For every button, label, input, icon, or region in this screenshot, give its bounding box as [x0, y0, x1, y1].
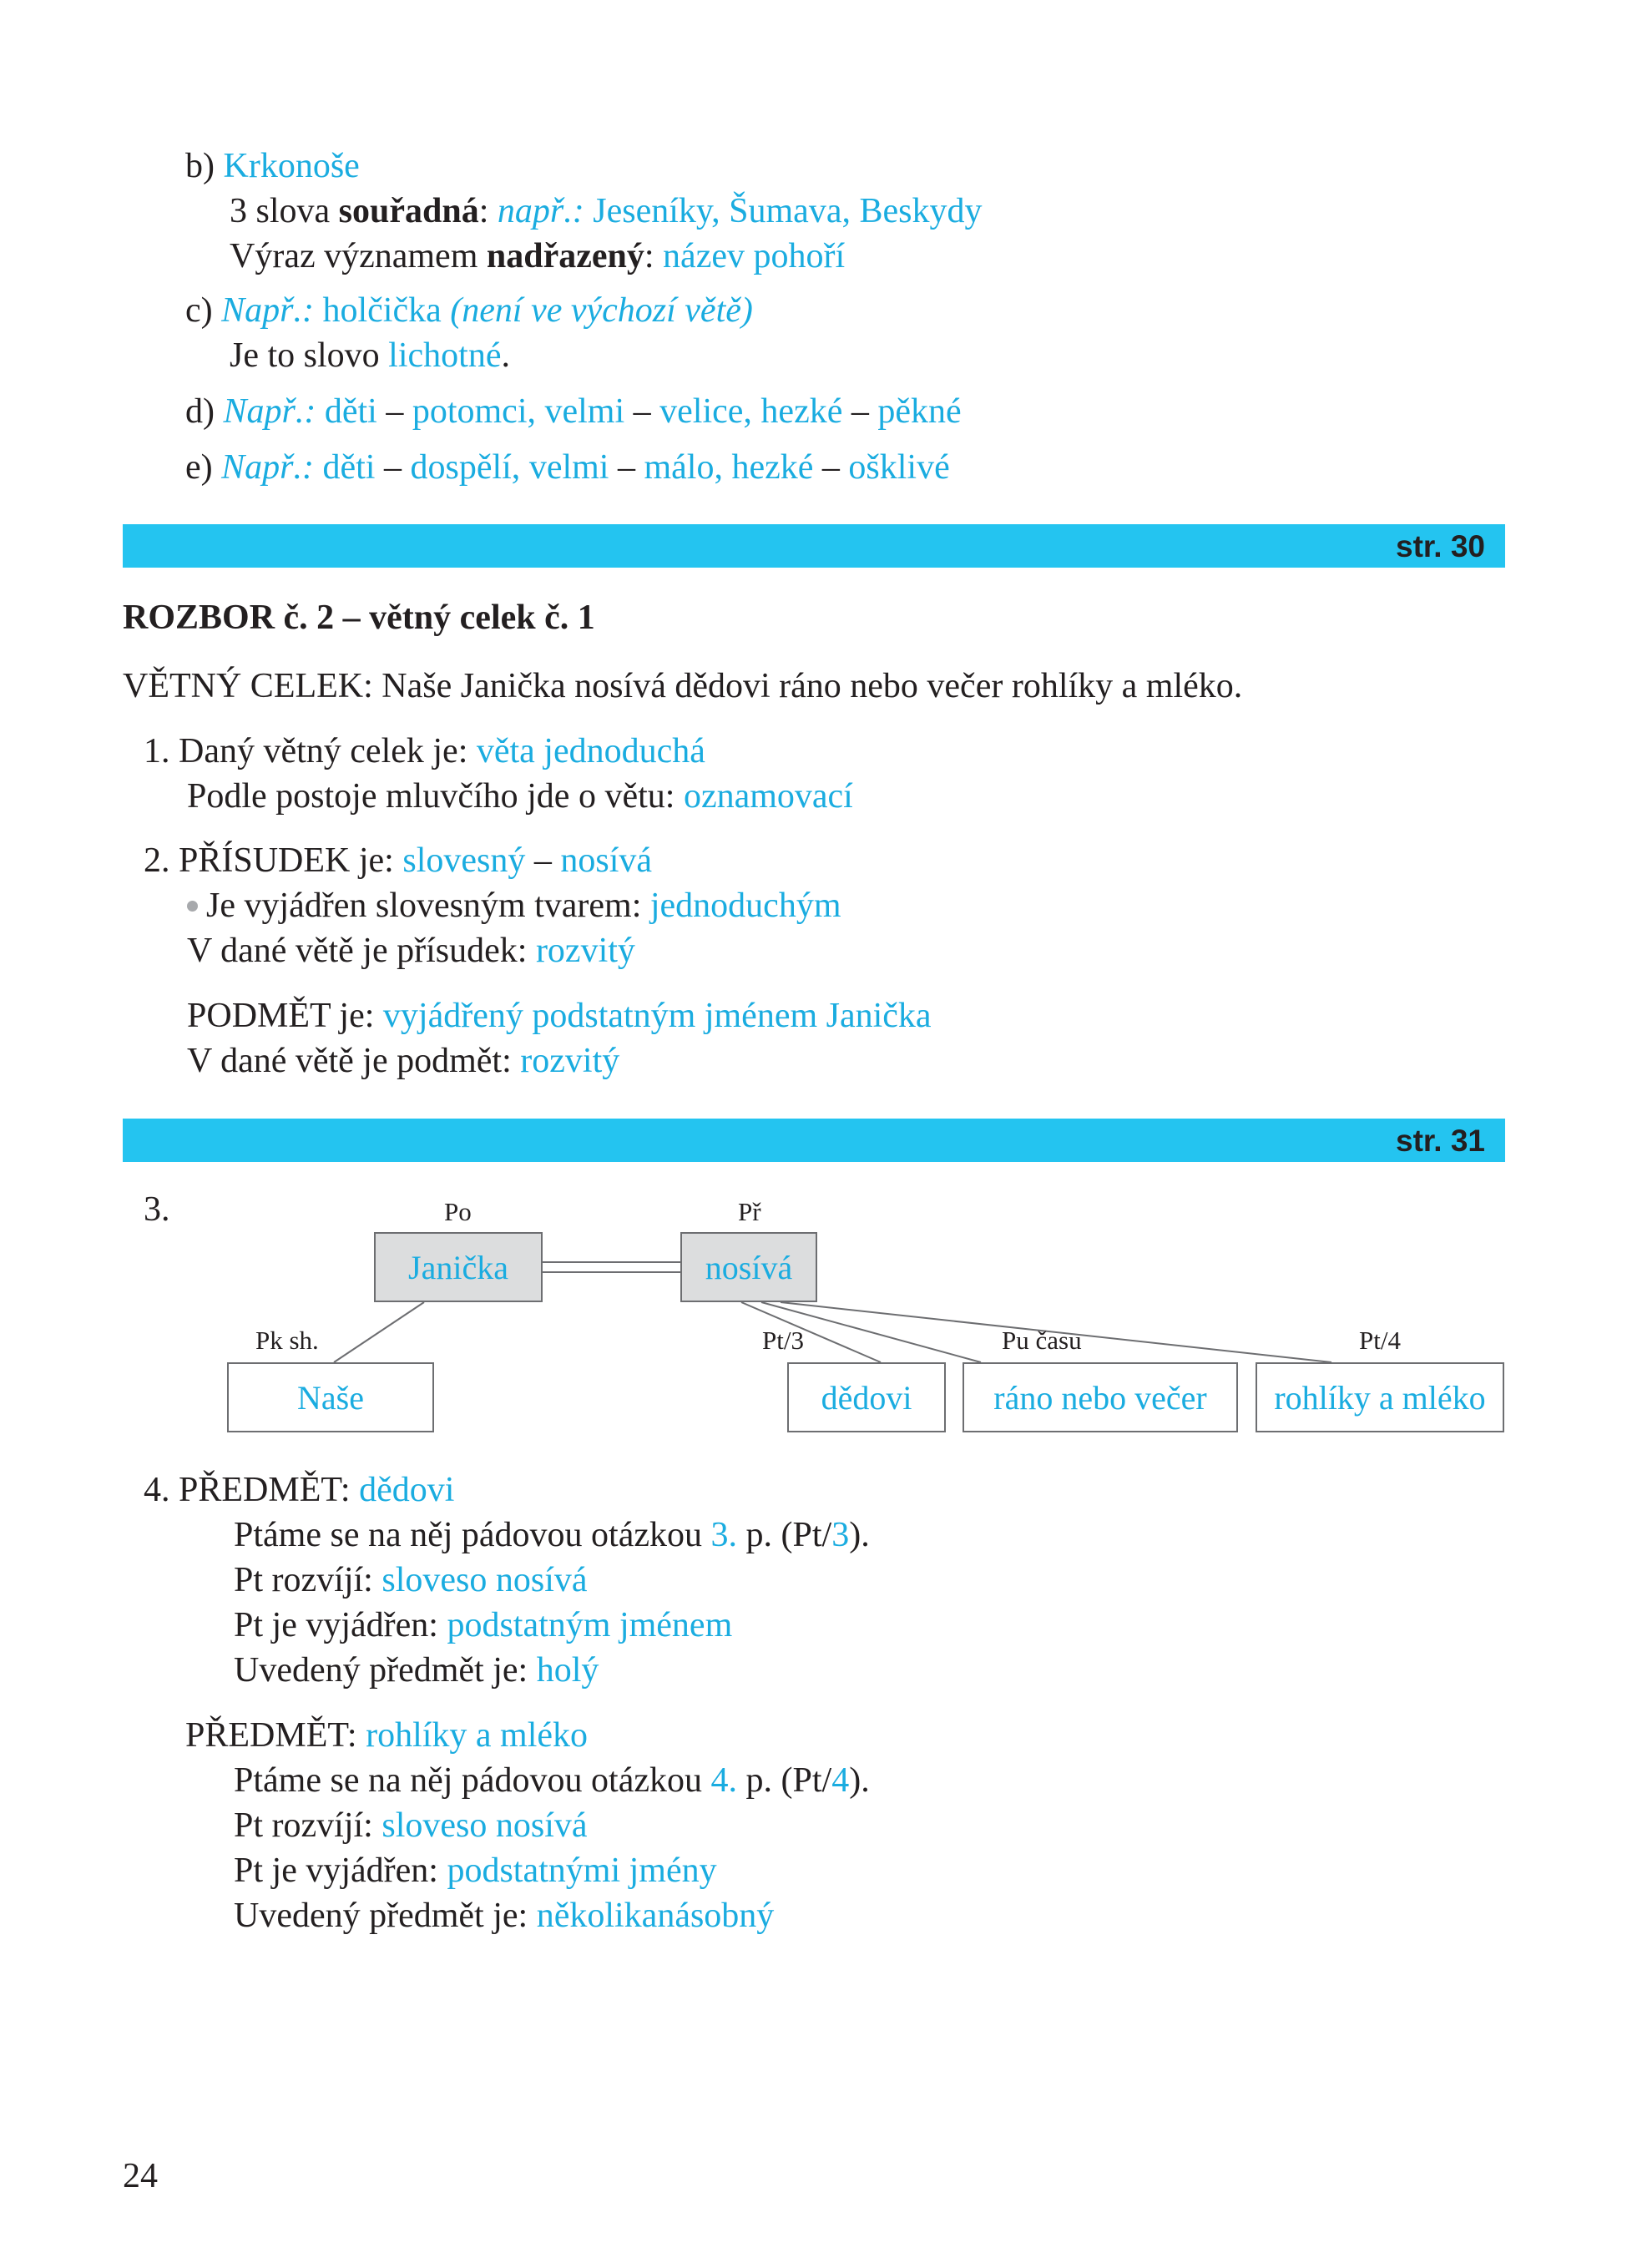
page-ref-label: str. 30: [1396, 529, 1485, 563]
question-number: 1.: [144, 732, 170, 770]
note: (není ve výchozí větě): [450, 291, 753, 330]
answer: oznamovací: [683, 777, 853, 816]
answer: podstatným jménem: [447, 1606, 733, 1644]
text: 3 slova: [230, 192, 331, 230]
word: dospělí,: [410, 448, 521, 487]
word: děti: [324, 392, 377, 431]
item-label: b): [185, 147, 215, 185]
text: Ptáme se na něj pádovou otázkou: [234, 1761, 703, 1800]
answer: holý: [536, 1651, 599, 1690]
text: PŘÍSUDEK je:: [179, 841, 394, 880]
answer: jednoduchým: [649, 886, 841, 925]
dash: –: [851, 392, 869, 431]
q4a-title: [144, 1467, 454, 1513]
node-rohliky-a-mleko: rohlíky a mléko: [1256, 1362, 1504, 1432]
text: Uvedený předmět je:: [234, 1897, 528, 1935]
answer: 4: [831, 1761, 850, 1800]
answer: 4.: [710, 1761, 738, 1800]
bold-term: souřadná: [338, 192, 479, 230]
colon: :: [478, 192, 489, 230]
text: Výraz významem: [230, 237, 478, 275]
text: p. (Pt/: [745, 1516, 832, 1554]
q4a-line2: [234, 1558, 588, 1603]
word: hezké: [760, 392, 843, 431]
node-nosiva: nosívá: [680, 1232, 817, 1302]
q4a-line3: [234, 1603, 732, 1648]
text: p. (Pt/: [745, 1761, 832, 1800]
answer: rohlíky a mléko: [366, 1716, 589, 1755]
text: Je vyjádřen slovesným tvarem:: [206, 886, 642, 925]
bold-term: nadřazený: [486, 237, 644, 275]
item-label: e): [185, 448, 213, 487]
word: potomci,: [412, 392, 536, 431]
period: .: [501, 336, 510, 375]
answer: rozvitý: [520, 1042, 620, 1080]
node-dedovi: dědovi: [787, 1362, 946, 1432]
q4b-title: [185, 1713, 588, 1758]
dash: –: [383, 448, 402, 487]
text: PŘEDMĚT:: [179, 1471, 351, 1509]
dash: –: [386, 392, 404, 431]
answer: rozvitý: [535, 932, 635, 970]
answer: vyjádřený podstatným jménem Janička: [382, 997, 932, 1035]
text: V dané větě je podmět:: [187, 1042, 512, 1080]
answer: podstatnými jmény: [447, 1851, 717, 1890]
dash: –: [533, 841, 552, 880]
label-pt4: Pt/4: [1359, 1326, 1401, 1355]
text: V dané větě je přísudek:: [187, 932, 528, 970]
example-label: Např.:: [223, 392, 316, 431]
text: Podle postoje mluvčího jde o větu:: [187, 777, 675, 816]
answer: několikanásobný: [536, 1897, 775, 1935]
answer: slovesný: [402, 841, 526, 880]
q4b-line4: [234, 1893, 774, 1938]
answer: věta jednoduchá: [476, 732, 705, 770]
answer: Krkonoše: [223, 147, 360, 185]
text: PODMĚT je:: [187, 997, 375, 1035]
item-label: d): [185, 392, 215, 431]
label-pu: Pu času: [1002, 1326, 1082, 1355]
answer: Jeseníky, Šumava, Beskydy: [593, 192, 983, 230]
example-label: např.:: [497, 192, 584, 230]
q4b-line2: [234, 1803, 588, 1848]
text: Daný větný celek je:: [179, 732, 468, 770]
q4a-line1: [234, 1513, 870, 1558]
label-po: Po: [444, 1197, 472, 1226]
text: Uvedený předmět je:: [234, 1651, 528, 1690]
text: Pt rozvíjí:: [234, 1561, 373, 1599]
example-label: Např.:: [221, 291, 314, 330]
node-janicka: Janička: [374, 1232, 543, 1302]
diagram-number: 3.: [144, 1190, 170, 1229]
page-number: 24: [123, 2157, 158, 2195]
answer: dědovi: [359, 1471, 455, 1509]
word: ošklivé: [848, 448, 950, 487]
node-nase: Naše: [227, 1362, 434, 1432]
text: Pt rozvíjí:: [234, 1806, 373, 1845]
answer: nosívá: [560, 841, 653, 880]
label-pr: Př: [738, 1197, 761, 1226]
q4b-line3: [234, 1848, 717, 1893]
text: Pt je vyjádřen:: [234, 1606, 438, 1644]
question-number: 2.: [144, 841, 170, 880]
answer: název pohoří: [663, 237, 846, 275]
dash: –: [633, 392, 651, 431]
text: ).: [849, 1761, 870, 1800]
answer: sloveso nosívá: [381, 1561, 588, 1599]
word: děti: [322, 448, 376, 487]
node-rano-nebo-vecer: ráno nebo večer: [963, 1362, 1238, 1432]
text: PŘEDMĚT:: [185, 1716, 357, 1755]
word: velice,: [659, 392, 752, 431]
example-label: Např.:: [221, 448, 314, 487]
q4b-line1: [234, 1758, 870, 1803]
word: málo,: [644, 448, 723, 487]
text: ).: [849, 1516, 870, 1554]
label-pk: Pk sh.: [255, 1326, 319, 1355]
answer: 3.: [710, 1516, 738, 1554]
dash: –: [617, 448, 635, 487]
answer: holčička: [322, 291, 442, 330]
word: velmi: [544, 392, 625, 431]
text: Pt je vyjádřen:: [234, 1851, 438, 1890]
word: pěkné: [877, 392, 962, 431]
dash: –: [821, 448, 840, 487]
answer: lichotné: [388, 336, 502, 375]
rozbor-heading: ROZBOR č. 2 – větný celek č. 1: [123, 599, 595, 637]
answer: 3: [831, 1516, 850, 1554]
answer: sloveso nosívá: [381, 1806, 588, 1845]
connector-janicka-nase: [334, 1302, 424, 1362]
colon: :: [644, 237, 654, 275]
item-label: c): [185, 291, 213, 330]
vetny-celek: VĚTNÝ CELEK: Naše Janička nosívá dědovi ráno nebo večer rohlíky a mléko.: [123, 667, 1243, 705]
text: Ptáme se na něj pádovou otázkou: [234, 1516, 703, 1554]
text: Je to slovo: [230, 336, 380, 375]
q4a-line4: [234, 1648, 599, 1693]
label-pt3: Pt/3: [762, 1326, 804, 1355]
page-ref-label: str. 31: [1396, 1124, 1485, 1158]
word: velmi: [528, 448, 609, 487]
question-number: 4.: [144, 1471, 170, 1509]
word: hezké: [731, 448, 814, 487]
